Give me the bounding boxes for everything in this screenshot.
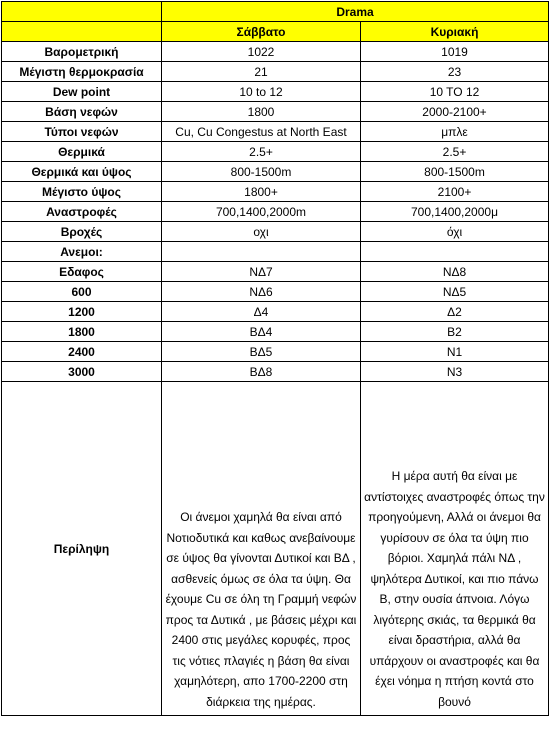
row-label: Ανεμοι: xyxy=(2,242,162,262)
saturday-value: 1022 xyxy=(162,42,361,62)
saturday-value: ΒΔ4 xyxy=(162,322,361,342)
table-row xyxy=(2,242,549,262)
table-row xyxy=(2,202,549,222)
row-label: Θερμικά και ύψος xyxy=(2,162,162,182)
row-label: 3000 xyxy=(2,362,162,382)
row-label: Εδαφος xyxy=(2,262,162,282)
row-label: 1200 xyxy=(2,302,162,322)
saturday-value: 21 xyxy=(162,62,361,82)
saturday-value: 2.5+ xyxy=(162,142,361,162)
empty-corner-cell xyxy=(2,2,162,22)
row-label: Βαρομετρική xyxy=(2,42,162,62)
table-row xyxy=(2,82,549,102)
table-row xyxy=(2,62,549,82)
summary-label: Περίληψη xyxy=(2,382,162,716)
saturday-value: 700,1400,2000m xyxy=(162,202,361,222)
table-row xyxy=(2,362,549,382)
row-label: Μέγιστο ύψος xyxy=(2,182,162,202)
forecast-table xyxy=(1,1,549,716)
sunday-value xyxy=(361,242,549,262)
saturday-value: ΒΔ8 xyxy=(162,362,361,382)
summary-saturday: Οι άνεμοι χαμηλά θα είναι από Νοτιοδυτικά και καθως ανεβαίνουμε σε ύψος θα γίνονται Δυτικοί και ΒΔ , ασθενείς όμως σε όλα τα ύψη. Θα έχουμε Cu σε όλη τη Γραμμή νεφών προς τα Δυτικά , με βάσεις μέχρι και 2400 στις μεγάλες κορυφές, προς τις νότιες πλαγιές η βάση θα είναι χαμηλότερη, απο 1700-2200 στη διάρκεια της ημέρας. xyxy=(162,382,361,716)
saturday-value: οχι xyxy=(162,222,361,242)
table-row xyxy=(2,302,549,322)
row-label: 1800 xyxy=(2,322,162,342)
row-label: 600 xyxy=(2,282,162,302)
table-row xyxy=(2,142,549,162)
sunday-value: Ν1 xyxy=(361,342,549,362)
saturday-value: Δ4 xyxy=(162,302,361,322)
title-row xyxy=(2,2,549,22)
sunday-value: Ν3 xyxy=(361,362,549,382)
summary-sunday: Η μέρα αυτή θα είναι με αντίστοιχες αναστροφές όπως την προηγούμενη, Αλλά οι άνεμοι θα γυρίσουν σε όλα τα ύψη πιο βόριοι. Χαμηλά πάλι ΝΔ , ψηλότερα Δυτικοί, και πιο πάνω Β, στην ουσία άπνοια. Λόγω λιγότερης σκιάς, τα θερμικά θα είναι δραστήρια, αλλά θα υπάρχουν οι αναστροφές και θα έχει νόημα η πτήση κοντά στο βουνό xyxy=(361,382,549,716)
table-row xyxy=(2,322,549,342)
sunday-value: 2000-2100+ xyxy=(361,102,549,122)
table-row xyxy=(2,42,549,62)
sunday-value: 700,1400,2000μ xyxy=(361,202,549,222)
sunday-value: όχι xyxy=(361,222,549,242)
row-label: Βάση νεφών xyxy=(2,102,162,122)
day-header-sunday: Κυριακή xyxy=(361,22,549,42)
sunday-value: Δ2 xyxy=(361,302,549,322)
sunday-value: 2.5+ xyxy=(361,142,549,162)
saturday-value: 10 to 12 xyxy=(162,82,361,102)
sunday-value: 800-1500m xyxy=(361,162,549,182)
table-row xyxy=(2,342,549,362)
saturday-value: ΝΔ7 xyxy=(162,262,361,282)
row-label: Θερμικά xyxy=(2,142,162,162)
saturday-value: Cu, Cu Congestus at North East xyxy=(162,122,361,142)
location-title: Drama xyxy=(162,2,549,22)
table-row xyxy=(2,162,549,182)
saturday-value: 1800 xyxy=(162,102,361,122)
sunday-value: ΝΔ8 xyxy=(361,262,549,282)
row-label: Τύποι νεφών xyxy=(2,122,162,142)
sunday-value: 2100+ xyxy=(361,182,549,202)
day-header-saturday: Σάββατο xyxy=(162,22,361,42)
saturday-value: 1800+ xyxy=(162,182,361,202)
table-row xyxy=(2,282,549,302)
table-row xyxy=(2,102,549,122)
row-label: Βροχές xyxy=(2,222,162,242)
sunday-value: Β2 xyxy=(361,322,549,342)
empty-header-cell xyxy=(2,22,162,42)
day-header-row xyxy=(2,22,549,42)
saturday-value xyxy=(162,242,361,262)
sunday-value: ΝΔ5 xyxy=(361,282,549,302)
sunday-value: μπλε xyxy=(361,122,549,142)
sunday-value: 23 xyxy=(361,62,549,82)
sunday-value: 1019 xyxy=(361,42,549,62)
summary-row xyxy=(2,382,549,716)
saturday-value: ΝΔ6 xyxy=(162,282,361,302)
table-row xyxy=(2,122,549,142)
row-label: Αναστροφές xyxy=(2,202,162,222)
row-label: Μέγιστη θερμοκρασία xyxy=(2,62,162,82)
saturday-value: 800-1500m xyxy=(162,162,361,182)
table-row xyxy=(2,222,549,242)
table-row xyxy=(2,182,549,202)
saturday-value: ΒΔ5 xyxy=(162,342,361,362)
sunday-value: 10 TO 12 xyxy=(361,82,549,102)
row-label: 2400 xyxy=(2,342,162,362)
table-row xyxy=(2,262,549,282)
row-label: Dew point xyxy=(2,82,162,102)
